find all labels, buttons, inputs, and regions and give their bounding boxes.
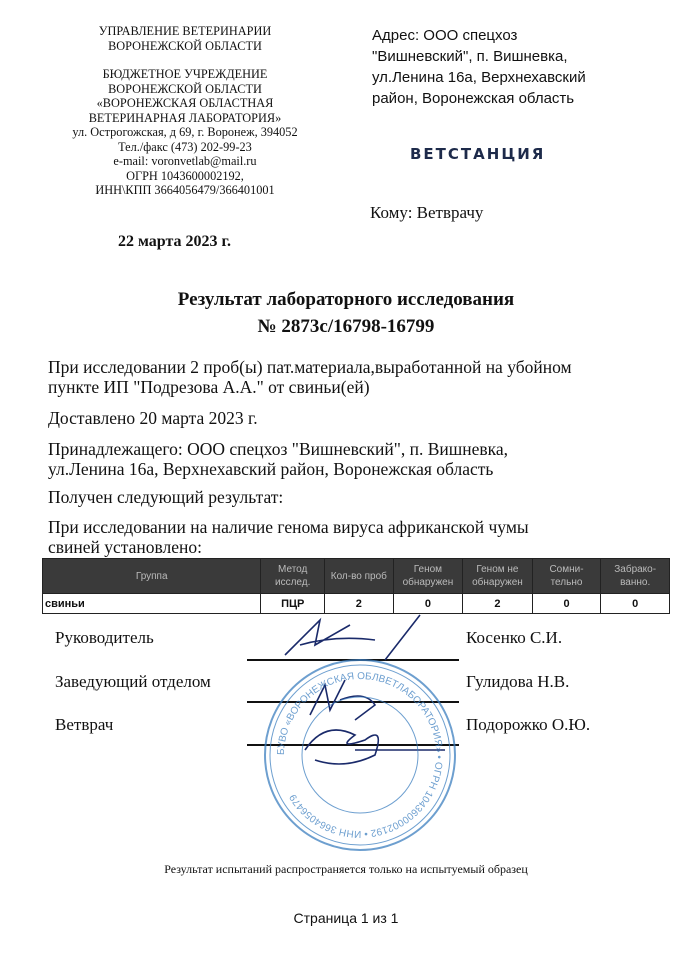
signature-name: Гулидова Н.В. xyxy=(466,672,570,691)
seal-text: БУВО «ВОРОНЕЖСКАЯ ОБЛВЕТЛАБОРАТОРИЯ» • ОГРН 1043600002192 • ИНН 3664056479 xyxy=(275,670,445,840)
column-header: Группа xyxy=(43,559,261,594)
document-date: 22 марта 2023 г. xyxy=(118,233,231,250)
address-line: "Вишневский", п. Вишневка, xyxy=(372,48,568,65)
table-cell: свиньи xyxy=(43,594,261,614)
recipient: Кому: Ветврачу xyxy=(370,203,484,222)
header-line: e-mail: voronvetlab@mail.ru xyxy=(113,154,257,168)
table-cell: 0 xyxy=(532,594,601,614)
header-line: ИНН\КПП 3664056479/366401001 xyxy=(95,183,275,197)
vetstation-stamp: ВЕТСТАНЦИЯ xyxy=(410,145,546,163)
body-line: пункте ИП "Подрезова А.А." от свиньи(ей) xyxy=(48,377,370,397)
document-title xyxy=(0,286,692,340)
body-line: При исследовании 2 проб(ы) пат.материала,выработанной на убойном xyxy=(48,357,572,377)
column-header: Сомни-тельно xyxy=(532,559,601,594)
recipient-address xyxy=(372,25,586,109)
body-paragraph xyxy=(48,357,572,397)
lab-header xyxy=(40,24,330,198)
delivered-text: Доставлено 20 марта 2023 г. xyxy=(48,408,258,428)
header-line: ВЕТЕРИНАРНАЯ ЛАБОРАТОРИЯ» xyxy=(88,110,282,125)
column-header: Метод исслед. xyxy=(261,559,325,594)
signatures-and-seal xyxy=(255,600,475,858)
title-number: № 2873с/16798-16799 xyxy=(257,316,435,337)
column-header: Забрако-ванно. xyxy=(601,559,670,594)
table-cell: 0 xyxy=(601,594,670,614)
body-line: свиней установлено: xyxy=(48,537,203,557)
table-cell: 2 xyxy=(325,594,394,614)
column-header: Кол-во проб xyxy=(325,559,394,594)
owner-text xyxy=(48,439,508,479)
address-line: ул.Ленина 16а, Верхнехавский xyxy=(372,69,586,86)
table-cell: 0 xyxy=(393,594,463,614)
header-line: ВОРОНЕЖСКОЙ ОБЛАСТИ xyxy=(108,81,262,96)
official-seal xyxy=(265,660,455,850)
signature-name: Косенко С.И. xyxy=(466,628,563,647)
header-line: «ВОРОНЕЖСКАЯ ОБЛАСТНАЯ xyxy=(96,96,274,110)
result-text: Получен следующий результат: xyxy=(48,487,284,507)
table-cell: ПЦР xyxy=(261,594,325,614)
body-line: При исследовании на наличие генома вируса африканской чумы xyxy=(48,517,529,537)
signature-role: Ветврач xyxy=(55,715,114,734)
header-line: Тел./факс (473) 202-99-23 xyxy=(118,139,252,154)
header-line: ул. Острогожская, д 69, г. Воронеж, 394052 xyxy=(72,125,298,139)
header-line: ОГРН 1043600002192, xyxy=(126,168,244,183)
body-line: Принадлежащего: ООО спецхоз "Вишневский", п. Вишневка, xyxy=(48,439,509,459)
column-header: Геном не обнаружен xyxy=(463,559,533,594)
header-line xyxy=(40,53,330,67)
header-line: БЮДЖЕТНОЕ УЧРЕЖДЕНИЕ xyxy=(102,67,268,81)
footer-note: Результат испытаний распространяется только на испытуемый образец xyxy=(164,862,528,876)
header-line: УПРАВЛЕНИЕ ВЕТЕРИНАРИИ xyxy=(98,24,272,38)
address-line: район, Воронежская область xyxy=(372,90,575,107)
address-line: Адрес: ООО спецхоз xyxy=(372,27,518,44)
signature-role: Заведующий отделом xyxy=(55,672,211,691)
body-line: ул.Ленина 16а, Верхнехавский район, Воронежская область xyxy=(48,459,494,479)
column-header: Геном обнаружен xyxy=(393,559,463,594)
signature-role: Руководитель xyxy=(55,628,154,647)
page-number: Страница 1 из 1 xyxy=(293,910,399,926)
header-line: ВОРОНЕЖСКОЙ ОБЛАСТИ xyxy=(108,38,262,53)
signature-name: Подорожко О.Ю. xyxy=(466,715,591,734)
study-text xyxy=(48,517,529,557)
table-cell: 2 xyxy=(463,594,533,614)
title-line: Результат лабораторного исследования xyxy=(177,289,515,310)
